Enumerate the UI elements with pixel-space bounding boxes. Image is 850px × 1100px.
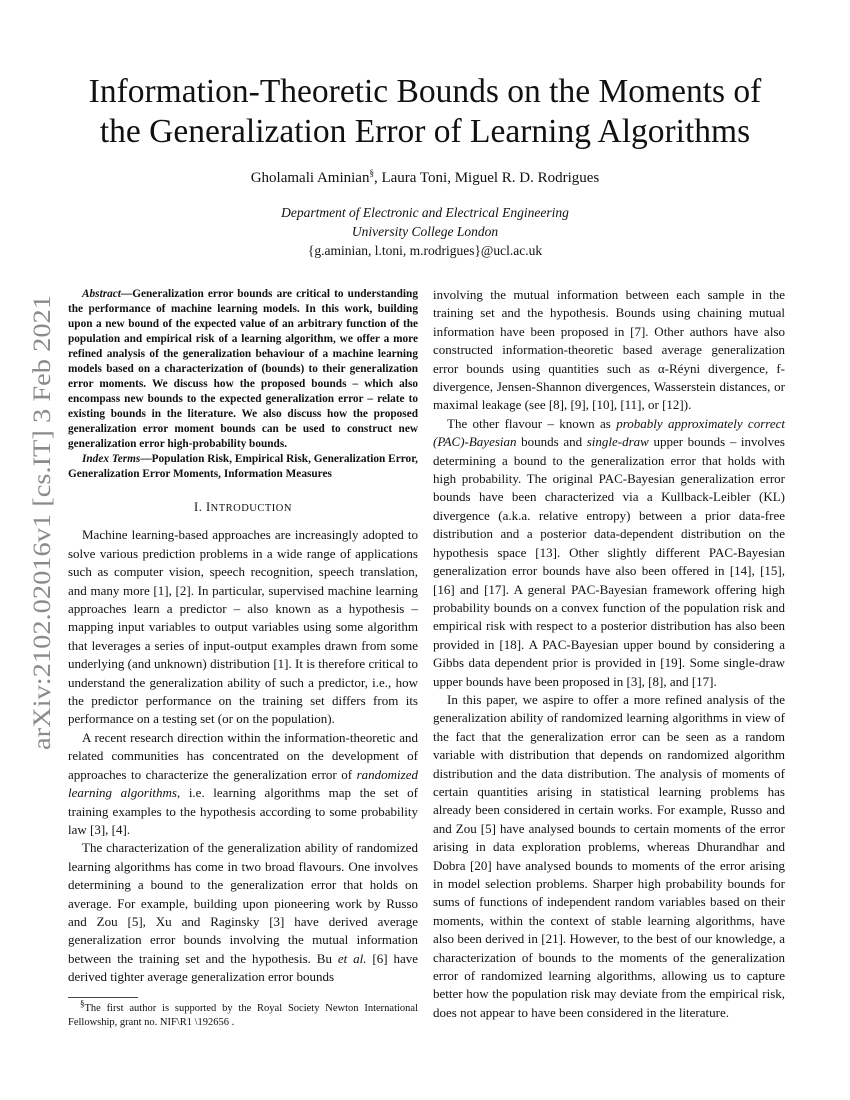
right-p2-text-b: bounds and bbox=[516, 434, 587, 450]
footnote-text: The first author is supported by the Royal Society Newton International Fellowship, grant no. NIF\R1 \192656 . bbox=[68, 1002, 418, 1028]
footnote-mark: § bbox=[80, 998, 85, 1009]
title-line-2: the Generalization Error of Learning Algorithms bbox=[99, 113, 751, 150]
right-p2-text-c: upper bounds – involves determining a bound to the generalization error that holds with high probability. The original PAC-Bayesian generalization error bounds have been characterized via a Kullback-Leibler (KL) divergence (a.k.a. relative entropy) between a prior data-free distribution and a posterior data-dependent distribution on the hypothesis space [13]. Other slightly different PAC-Bayesian generalization error bounds have also been offered in [14], [15], [16] and [17]. A general PAC-Bayesian framework offering high probability bounds on a convex function of the population risk and empirical risk with respect to a posterior distribution has also been provided in [18]. A PAC-Bayesian upper bound by considering a Gibbs data dependent prior is provided in [19]. Some single-draw upper bounds have been proposed in [3], [8], and [17]. bbox=[433, 434, 785, 689]
abstract bbox=[68, 287, 418, 452]
abstract-text: —Generalization error bounds are critical to understanding the performance of machine learning models. In this work, building upon a new bound of the expected value of an arbitrary function of the population and empirical risk of a learning algorithm, we offer a more refined analysis of the generalization behaviour of a machine learning models based on a characterization of (bounds) to their generalization error moments. We discuss how the proposed bounds – which also encompass new bounds to the expected generalization error – relate to existing bounds in the literature. We also discuss how the proposed generalization error moment bounds can be used to construct new generalization error high-probability bounds. bbox=[68, 288, 418, 450]
affiliation bbox=[60, 203, 790, 260]
intro-p3-text-a: The characterization of the generalization ability of randomized learning algorithms has come in two broad flavours. One involves determining a bound to the generalization error that holds on average. For example, building upon pioneering work by Russo and Zou [5], Xu and Raginsky [3] have derived average generalization error bounds involving the mutual information between the training set and the hypothesis. Bu bbox=[68, 840, 418, 966]
right-paragraph-3: In this paper, we aspire to offer a more refined analysis of the generalization ability of randomized learning algorithms in view of the fact that the generalization error can be seen as a random variable with distribution that depends on randomized algorithm distribution and the data distribution. The analysis of moments of certain quantities arising in statistical learning problems has already been considered in certain works. For example, Russo and and Zou [5] have analysed bounds to certain moments of the error arising in data exploration problems, whereas Dhurandhar and Dobra [20] have analysed bounds to moments of the error arising in model selection problems. Sharper high probability bounds for sums of functions of independent random variables based on their moments, within the context of stable learning algorithms, have also been derived in [21]. However, to the best of our knowledge, a characterization of bounds to the moments of the generalization error of randomized learning algorithms, allowing us to capture better how the population risk may deviate from the empirical risk, does not appear to have been considered in the literature. bbox=[433, 691, 785, 1020]
intro-p2-text-b: , i.e. learning algorithms map the set of training examples to the hypothesis according to some probability law [3], [4]. bbox=[68, 785, 418, 837]
intro-p2-emphasis: randomized learning algorithms bbox=[68, 766, 418, 801]
index-terms bbox=[68, 452, 418, 482]
intro-paragraph-3 bbox=[68, 839, 418, 986]
section-number: I. bbox=[194, 500, 206, 514]
affiliation-university: University College London bbox=[351, 224, 499, 239]
intro-paragraph-1: Machine learning-based approaches are increasingly adopted to solve various prediction problems in a wide range of applications such as computer vision, speech recognition, speech translation, and many more [1], [2]. In particular, supervised machine learning approaches learn a predictor – also known as a hypothesis – mapping input variables to output variables using some algorithm that leverages a series of input-output examples drawn from some underlying (and unknown) distribution [1]. It is therefore critical to understand the generalization ability of such a predictor, i.e., how the predictor performance on the training set differs from its performance on a testing set (or on the population). bbox=[68, 527, 418, 727]
intro-p3-emphasis: et al. bbox=[337, 950, 367, 966]
section-title-initial: I bbox=[205, 500, 211, 514]
section-heading-introduction bbox=[68, 498, 418, 518]
right-p2-emphasis-1: probably approximately correct (PAC)-Bayesian bbox=[433, 415, 785, 450]
affiliation-department: Department of Electronic and Electrical Engineering bbox=[281, 205, 569, 220]
footnote-rule bbox=[68, 997, 138, 998]
title-line-1: Information-Theoretic Bounds on the Moments of bbox=[88, 73, 762, 110]
right-paragraph-2 bbox=[433, 415, 785, 691]
arxiv-identifier: arXiv:2102.02016v1 [cs.IT] 3 Feb 2021 bbox=[29, 350, 56, 750]
author-list bbox=[60, 170, 790, 187]
right-p2-text-a: The other flavour – known as bbox=[447, 415, 617, 431]
section-title-rest: NTRODUCTION bbox=[210, 503, 292, 514]
intro-paragraph-2 bbox=[68, 729, 418, 839]
index-terms-text: —Population Risk, Empirical Risk, Generalization Error, Generalization Error Moments, Information Measures bbox=[68, 453, 418, 480]
intro-p2-text-a: A recent research direction within the information-theoretic and related communities has concentrated on the development of approaches to characterize the generalization error of bbox=[68, 729, 418, 782]
intro-p3-text-b: [6] have derived tighter average generalization error bounds bbox=[68, 950, 418, 985]
affiliation-email: {g.aminian, l.toni, m.rodrigues}@ucl.ac.uk bbox=[307, 243, 543, 258]
left-column bbox=[68, 287, 418, 1030]
footnote bbox=[68, 998, 418, 1030]
paper-title bbox=[60, 72, 790, 152]
author-footnote-mark: § bbox=[369, 168, 374, 178]
right-p2-emphasis-2: single-draw bbox=[586, 434, 649, 450]
author-rest: , Laura Toni, Miguel R. D. Rodrigues bbox=[373, 170, 600, 186]
abstract-label: Abstract bbox=[82, 288, 121, 300]
right-paragraph-1: involving the mutual information between each sample in the training set and the hypothesis. Bounds using chaining mutual information have been proposed in [7]. Other authors have also constructed information-theoretic based average generalization error bounds using quantities such as α-Réyni divergence, f-divergence, Jensen-Shannon divergences, Wasserstein distances, or maximal leakage (see [8], [9], [10], [11], or [12]). bbox=[433, 287, 785, 413]
index-terms-label: Index Terms bbox=[82, 453, 141, 465]
right-column bbox=[433, 286, 785, 1022]
arxiv-side-stamp bbox=[20, 290, 60, 750]
author-first: Gholamali Aminian bbox=[250, 170, 370, 186]
